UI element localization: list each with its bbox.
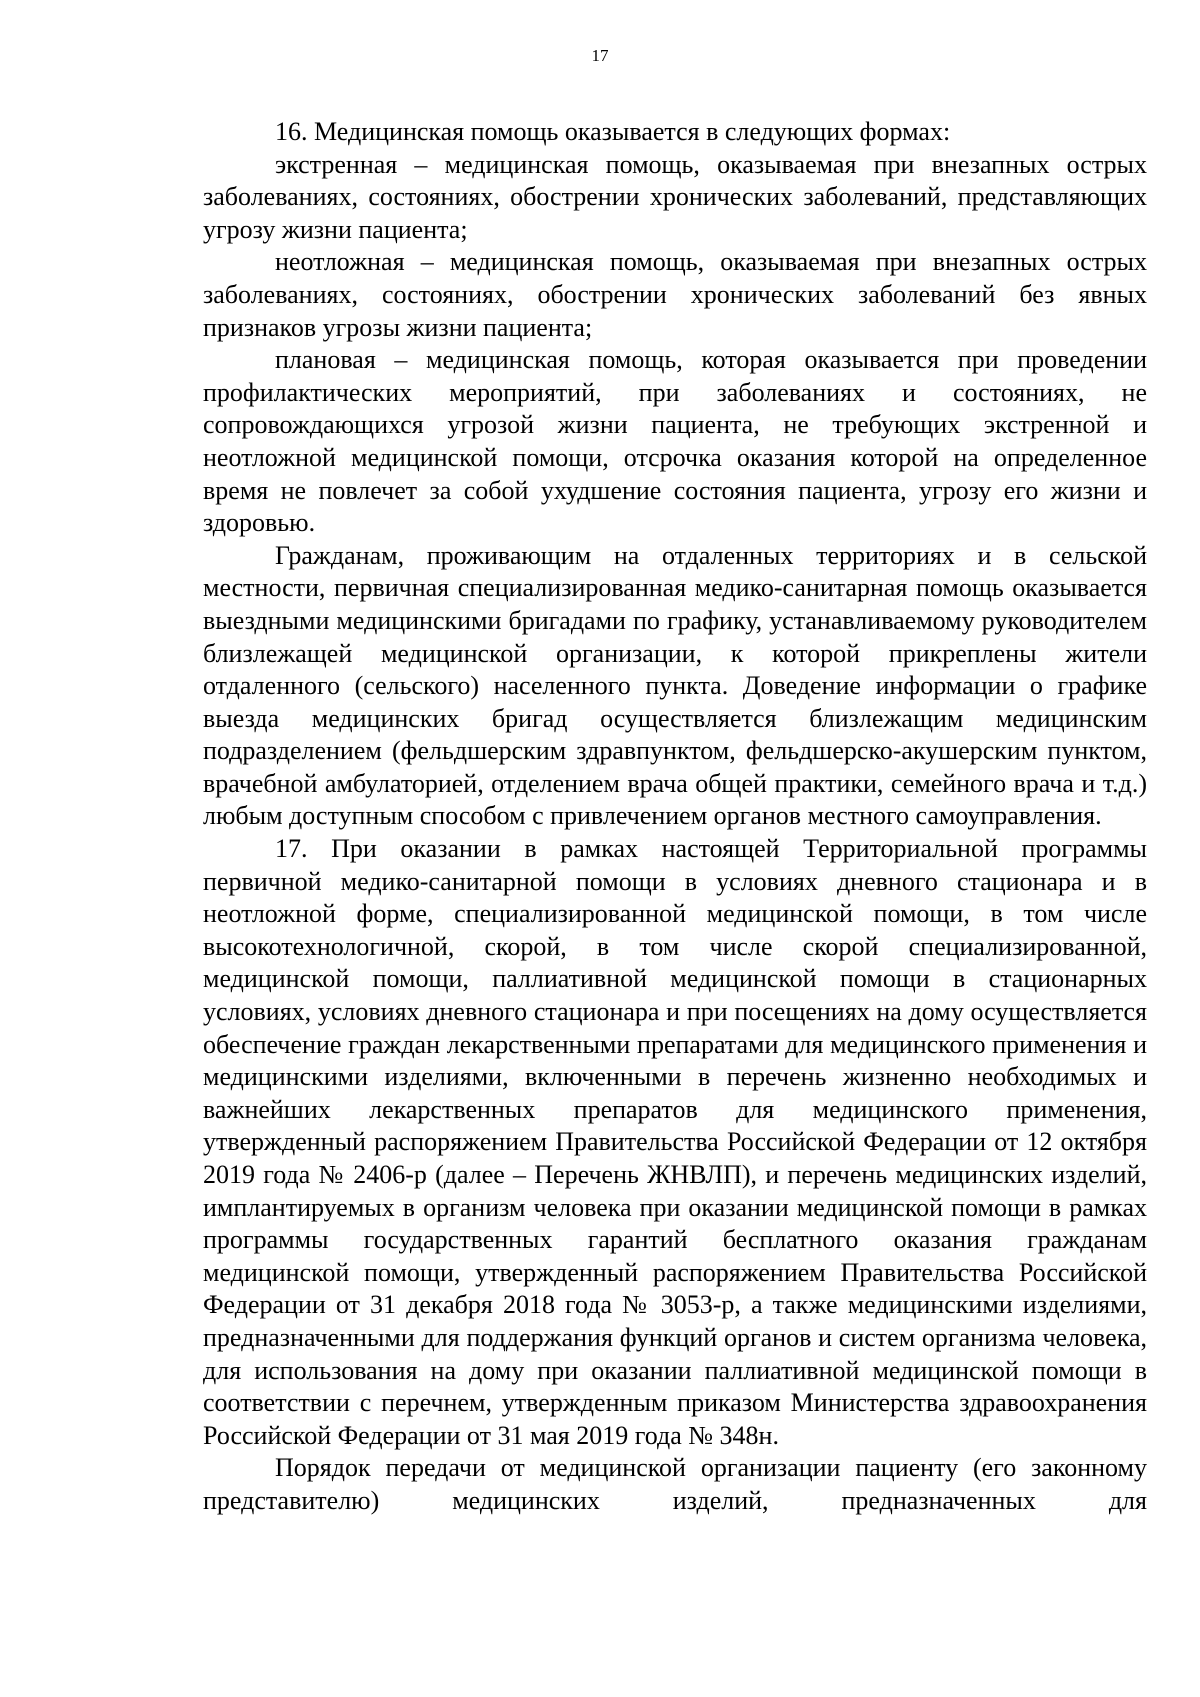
- paragraph-medical-care-forms: 16. Медицинская помощь оказывается в следующих формах:: [275, 117, 951, 146]
- paragraph-device-transfer: Порядок передачи от медицинской организации пациенту (его законному представителю) медицинских изделий, предназначенных для: [203, 1453, 1147, 1515]
- paragraph-planned-form: плановая – медицинская помощь, которая оказывается при проведении профилактических мероприятий, при заболеваниях и состояниях, не сопровождающихся угрозой жизни пациента, не требующих экстренной и неотложной медицинской помощи, отсрочка оказания которой на определенное время не повлечет за собой ухудшение состояния пациента, угрозу его жизни и здоровью.: [203, 345, 1147, 538]
- page-number: 17: [591, 46, 609, 65]
- paragraph-emergency-form: экстренная – медицинская помощь, оказываемая при внезапных острых заболеваниях, состояниях, обострении хронических заболеваний, представляющих угрозу жизни пациента;: [203, 149, 1147, 244]
- paragraph-urgent-form: неотложная – медицинская помощь, оказываемая при внезапных острых заболеваниях, состояниях, обострении хронических заболеваний без явных признаков угрозы жизни пациента;: [203, 247, 1147, 342]
- paragraph-rural-citizens: Гражданам, проживающим на отдаленных территориях и в сельской местности, первичная специализированная медико-санитарная помощь оказывается выездными медицинскими бригадами по графику, устанавливаемому руководителем близлежащей медицинской организации, к которой прикреплены жители отдаленного (сельского) населенного пункта. Доведение информации о графике выезда медицинских бригад осуществляется близлежащим медицинским подразделением (фельдшерским здравпунктом, фельдшерско-акушерским пунктом, врачебной амбулаторией, отделением врача общей практики, семейного врача и т.д.) любым доступным способом с привлечением органов местного самоуправления.: [203, 540, 1147, 831]
- document-body: [203, 116, 1147, 1518]
- paragraph-drug-provision: 17. При оказании в рамках настоящей Территориальной программы первичной медико-санитарной помощи в условиях дневного стационара и в неотложной форме, специализированной медицинской помощи, в том числе высокотехнологичной, скорой, в том числе скорой специализированной, медицинской помощи, паллиативной медицинской помощи в стационарных условиях, условиях дневного стационара и при посещениях на дому осуществляется обеспечение граждан лекарственными препаратами для медицинского применения и медицинскими изделиями, включенными в перечень жизненно необходимых и важнейших лекарственных препаратов для медицинского применения, утвержденный распоряжением Правительства Российской Федерации от 12 октября 2019 года № 2406-р (далее – Перечень ЖНВЛП), и перечень медицинских изделий, имплантируемых в организм человека при оказании медицинской помощи в рамках программы государственных гарантий бесплатного оказания гражданам медицинской помощи, утвержденный распоряжением Правительства Российской Федерации от 31 декабря 2018 года № 3053-р, а также медицинскими изделиями, предназначенными для поддержания функций органов и систем организма человека, для использования на дому при оказании паллиативной медицинской помощи в соответствии с перечнем, утвержденным приказом Министерства здравоохранения Российской Федерации от 31 мая 2019 года № 348н.: [203, 834, 1147, 1450]
